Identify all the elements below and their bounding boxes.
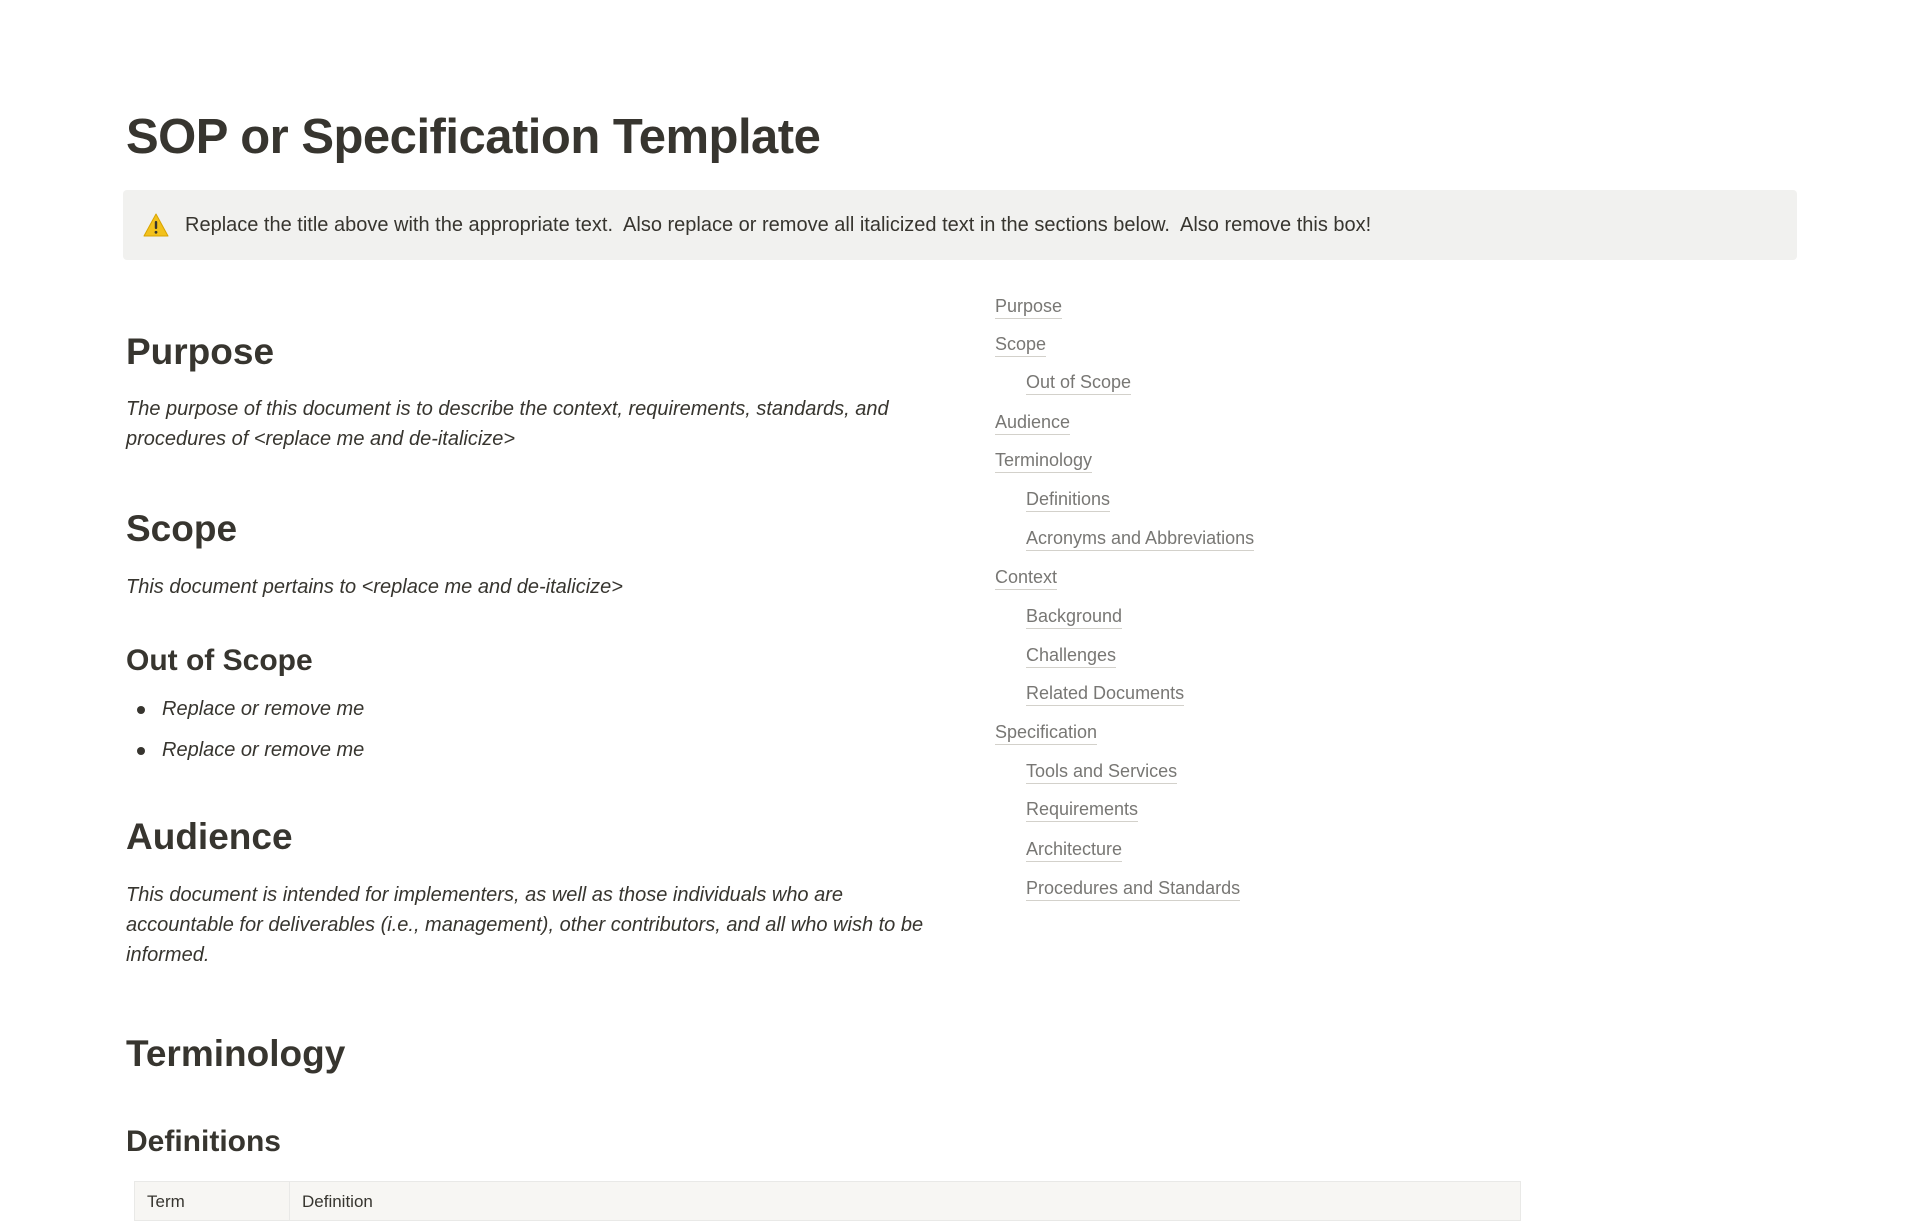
toc-link-architecture[interactable]: Architecture [1026,837,1122,862]
heading-scope[interactable]: Scope [126,508,238,549]
bullet-icon [137,747,145,755]
callout-box[interactable] [123,190,1797,260]
toc-link-purpose[interactable]: Purpose [995,294,1062,319]
heading-out-of-scope[interactable]: Out of Scope [126,644,313,677]
warning-icon [141,210,171,240]
toc-link-requirements[interactable]: Requirements [1026,797,1138,822]
table-header-definition[interactable]: Definition [302,1192,373,1211]
toc-link-related-documents[interactable]: Related Documents [1026,681,1184,706]
purpose-text[interactable]: The purpose of this document is to describe the context, requirements, standards, and procedures of <replace me and de-italicize> [126,398,889,450]
bullet-icon [137,706,145,714]
out-of-scope-list [126,689,364,771]
toc-link-definitions[interactable]: Definitions [1026,487,1110,512]
toc-link-tools-and-services[interactable]: Tools and Services [1026,759,1177,784]
toc-link-audience[interactable]: Audience [995,410,1070,435]
heading-purpose[interactable]: Purpose [126,331,275,372]
toc-link-scope[interactable]: Scope [995,332,1046,357]
scope-text[interactable]: This document pertains to <replace me and de-italicize> [126,576,623,598]
toc-link-acronyms[interactable]: Acronyms and Abbreviations [1026,526,1254,551]
callout-text[interactable]: Replace the title above with the appropriate text. Also replace or remove all italicized text in the sections below. Also remove this box! [185,214,1372,236]
heading-definitions[interactable]: Definitions [126,1125,281,1158]
list-item[interactable] [126,730,364,771]
table-header-term[interactable]: Term [135,1182,290,1220]
toc-link-context[interactable]: Context [995,565,1057,590]
audience-text[interactable]: This document is intended for implementers, as well as those individuals who are accountable for deliverables (i.e., management), other contributors, and all who wish to be informed. [126,884,924,966]
definitions-table[interactable] [134,1181,1521,1221]
page-title[interactable]: SOP or Specification Template [126,110,821,164]
heading-audience[interactable]: Audience [126,816,293,857]
list-item-text[interactable]: Replace or remove me [162,698,365,720]
toc-link-specification[interactable]: Specification [995,720,1097,745]
toc-link-challenges[interactable]: Challenges [1026,643,1116,668]
toc-link-terminology[interactable]: Terminology [995,448,1092,473]
list-item-text[interactable]: Replace or remove me [162,739,365,761]
toc-link-out-of-scope[interactable]: Out of Scope [1026,370,1131,395]
toc-link-background[interactable]: Background [1026,604,1122,629]
toc-link-procedures-and-standards[interactable]: Procedures and Standards [1026,876,1240,901]
heading-terminology[interactable]: Terminology [126,1033,346,1074]
list-item[interactable] [126,689,364,730]
